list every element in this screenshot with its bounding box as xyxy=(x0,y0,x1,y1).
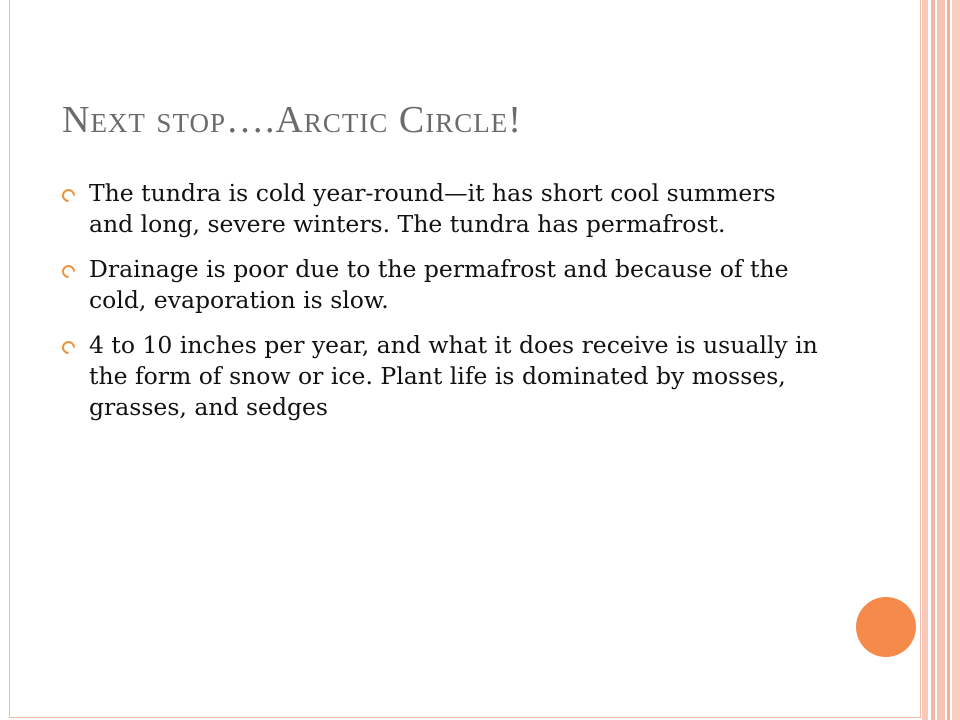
stripe xyxy=(952,0,960,720)
open-circle-bullet-icon xyxy=(59,338,77,356)
bullet-item xyxy=(62,178,822,240)
stripe xyxy=(937,0,945,720)
stripe xyxy=(931,0,935,720)
bullet-text: The tundra is cold year-round—it has short cool summers and long, severe winters. The tundra has permafrost. xyxy=(89,179,776,238)
stripe xyxy=(947,0,950,720)
bullet-text: Drainage is poor due to the permafrost and because of the cold, evaporation is slow. xyxy=(89,255,789,314)
orange-circle-icon xyxy=(856,597,916,657)
open-circle-bullet-icon xyxy=(59,186,77,204)
decorative-stripes xyxy=(922,0,960,720)
slide-title: Next stop….Arctic Circle! xyxy=(62,99,522,141)
open-circle-bullet-icon xyxy=(59,262,77,280)
bullet-list xyxy=(62,178,822,437)
bullet-item xyxy=(62,330,822,423)
bullet-text: 4 to 10 inches per year, and what it does receive is usually in the form of snow or ice. Plant life is dominated by mosses, grasses, and sedges xyxy=(89,331,818,421)
stripe xyxy=(922,0,928,720)
bullet-item xyxy=(62,254,822,316)
